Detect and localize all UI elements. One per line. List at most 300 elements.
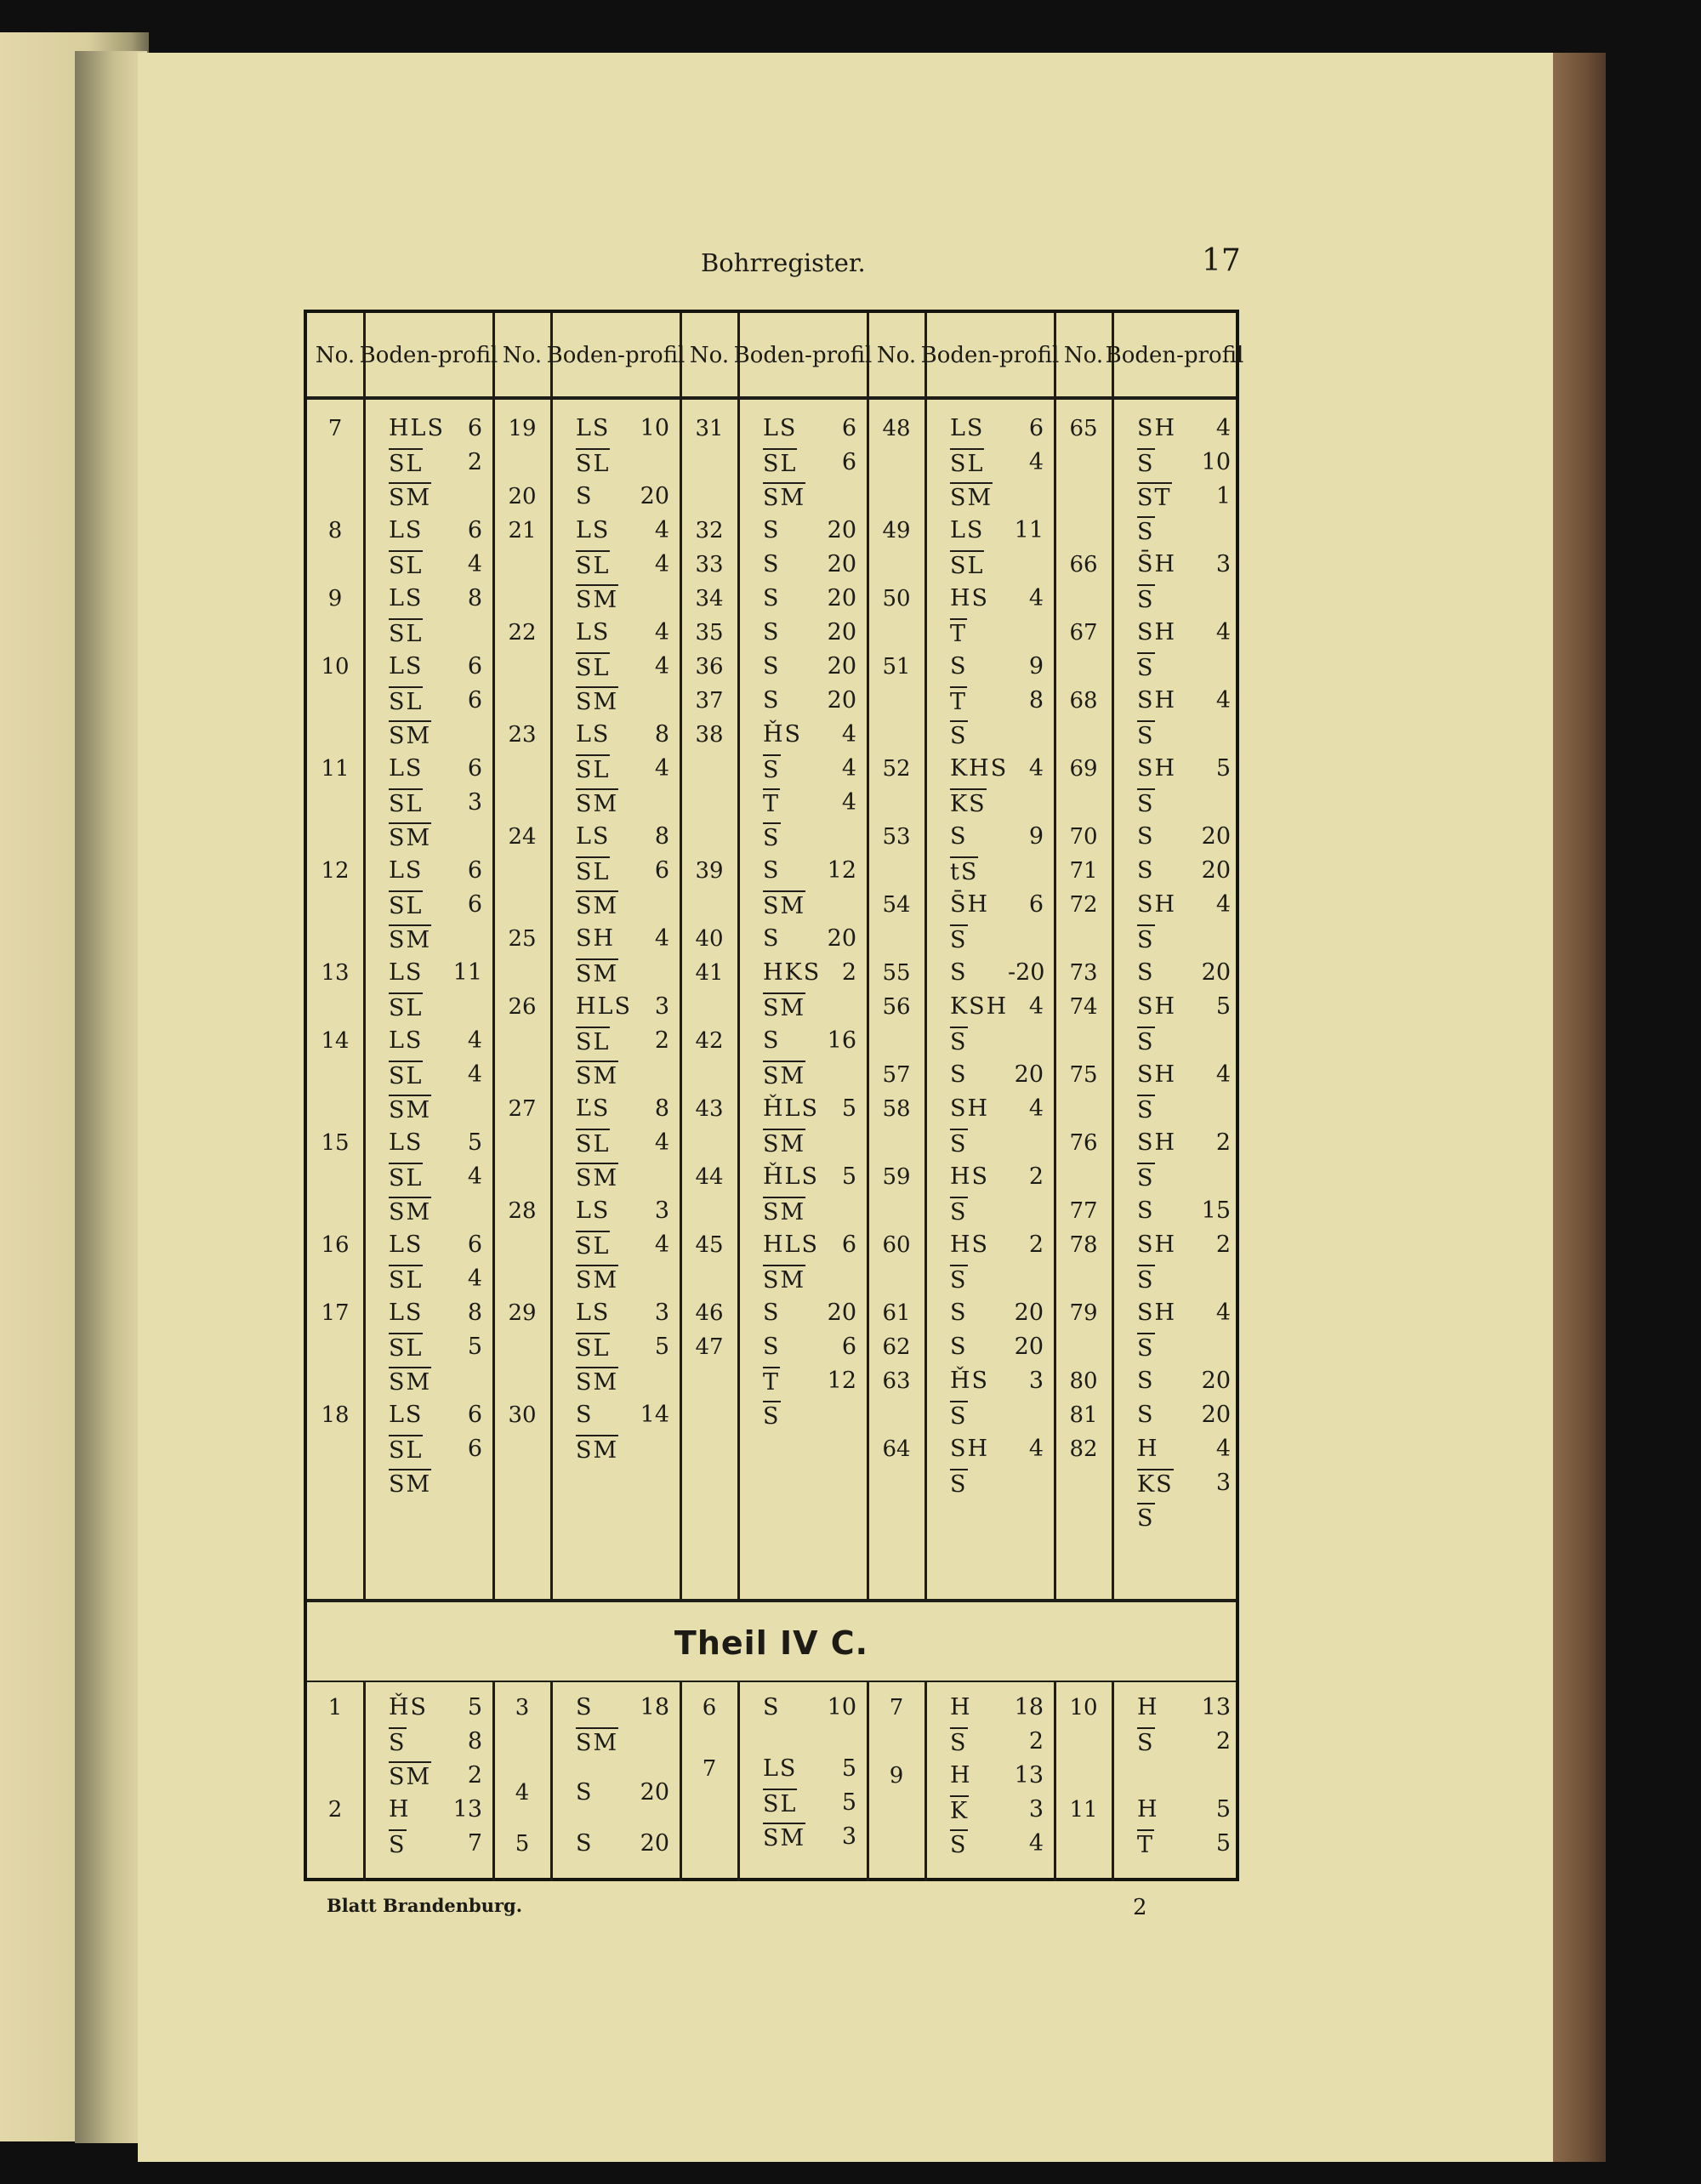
layer-thickness: 10	[1201, 449, 1231, 475]
entry-number: 5	[515, 1831, 530, 1857]
layer-thickness: 4	[1215, 891, 1231, 918]
entry-number: 31	[695, 416, 724, 441]
layer-thickness: 4	[467, 551, 482, 577]
layer-thickness: 20	[1014, 1300, 1044, 1326]
soil-code: SM	[763, 1197, 805, 1227]
soil-code: SH	[576, 925, 616, 952]
entry-number: 4	[515, 1780, 530, 1806]
soil-code: LS	[389, 517, 424, 543]
soil-code: T	[1137, 1829, 1154, 1860]
entry-number: 34	[695, 586, 724, 611]
entry-number: 36	[695, 654, 724, 680]
entry-number: 41	[695, 960, 724, 986]
soil-code: HKS	[763, 959, 822, 986]
soil-code: S	[1137, 1333, 1155, 1363]
soil-code: SM	[763, 890, 805, 921]
soil-code: S	[763, 1027, 781, 1054]
soil-code: SH	[1137, 891, 1177, 918]
soil-code: S	[1137, 1027, 1155, 1057]
soil-profile	[1113, 1691, 1241, 1759]
soil-code: SL	[763, 448, 797, 479]
soil-code: T	[950, 618, 967, 649]
soil-code: LS	[389, 959, 424, 986]
soil-code: SL	[389, 1435, 423, 1465]
profile-line	[552, 1827, 680, 1861]
soil-code: S	[950, 1829, 968, 1860]
soil-code: S	[576, 1402, 594, 1428]
layer-thickness: 5	[1215, 993, 1231, 1020]
soil-code: SH	[1137, 415, 1177, 441]
layer-thickness: 4	[1028, 585, 1044, 611]
soil-code: S	[1137, 1402, 1155, 1428]
soil-code: LS	[389, 1402, 424, 1428]
layer-thickness: 5	[841, 1755, 856, 1782]
entry-number: 79	[1069, 1300, 1098, 1326]
soil-code: H	[950, 1762, 972, 1789]
layer-thickness: 13	[1201, 1694, 1231, 1720]
layer-thickness: 3	[654, 993, 669, 1020]
entry-number: 77	[1069, 1198, 1098, 1224]
header-no: No.	[315, 343, 356, 368]
soil-code: S̄H	[1137, 551, 1177, 577]
layer-thickness: 2	[654, 1027, 669, 1054]
layer-thickness: 6	[467, 857, 482, 884]
entry-number: 67	[1069, 620, 1098, 646]
soil-code: S	[1137, 516, 1155, 547]
soil-code: S	[950, 1401, 968, 1431]
entry-number: 32	[695, 518, 724, 543]
profile-line	[739, 1786, 867, 1820]
soil-code: HS	[950, 1163, 990, 1190]
soil-code: SH	[1137, 1061, 1177, 1088]
entry-number: 21	[508, 518, 537, 543]
entry-number: 78	[1069, 1232, 1098, 1258]
soil-code: H	[1137, 1796, 1159, 1823]
soil-code: SL	[576, 1129, 610, 1159]
soil-code: S	[1137, 1197, 1155, 1224]
entry-number: 40	[695, 926, 724, 952]
layer-thickness: 9	[1028, 653, 1044, 680]
soil-code: SM	[950, 482, 993, 513]
soil-code: LS	[763, 1755, 798, 1782]
layer-thickness: 20	[1014, 1334, 1044, 1360]
entry-number: 30	[508, 1402, 537, 1428]
soil-code: S	[763, 585, 781, 611]
soil-code: SM	[763, 1061, 805, 1091]
soil-code: S	[1137, 1503, 1155, 1533]
profile-line	[365, 1691, 492, 1725]
soil-code: SM	[389, 1197, 431, 1227]
entry-number: 7	[327, 416, 343, 441]
layer-thickness: 20	[827, 925, 856, 952]
layer-thickness: 4	[841, 755, 856, 782]
soil-code: SM	[576, 1163, 618, 1193]
layer-thickness: 5	[841, 1163, 856, 1190]
layer-thickness: 3	[467, 789, 482, 816]
layer-thickness: 12	[827, 857, 856, 884]
soil-code: LS	[576, 823, 611, 850]
soil-code: LS	[576, 619, 611, 646]
layer-thickness: 4	[1028, 1830, 1044, 1857]
layer-thickness: 8	[654, 1095, 669, 1122]
soil-code: SL	[389, 1061, 423, 1091]
header-profile-line1: Boden-	[546, 343, 625, 368]
entry-number: 22	[508, 620, 537, 646]
layer-thickness: 4	[841, 721, 856, 748]
layer-thickness: 20	[640, 483, 669, 509]
soil-code: S	[763, 822, 781, 853]
footer-signature-mark: 2	[1133, 1895, 1147, 1920]
soil-code: SH	[1137, 993, 1177, 1020]
soil-code: HLS	[389, 415, 445, 441]
book-gutter	[75, 51, 147, 2143]
soil-code: KS	[950, 788, 987, 819]
layer-thickness: 5	[1215, 755, 1231, 782]
page-number: 17	[1202, 243, 1241, 278]
profile-line	[365, 1759, 492, 1793]
layer-thickness: 3	[654, 1300, 669, 1326]
soil-code: S	[1137, 857, 1155, 884]
layer-thickness: 10	[640, 415, 669, 441]
soil-code: S	[576, 483, 594, 509]
profile-line	[926, 1691, 1054, 1725]
soil-code: SL	[389, 992, 423, 1023]
profile-line	[926, 1759, 1054, 1793]
layer-thickness: 10	[827, 1694, 856, 1720]
entry-number: 23	[508, 722, 537, 748]
layer-thickness: 4	[1215, 415, 1231, 441]
soil-code: S	[1137, 720, 1155, 751]
soil-code: K	[950, 1795, 969, 1826]
soil-code: S	[950, 924, 968, 955]
layer-thickness: 8	[1028, 687, 1044, 714]
layer-thickness: 20	[827, 619, 856, 646]
soil-code: LS	[389, 1027, 424, 1054]
soil-code: S	[1137, 1368, 1155, 1394]
entry-number: 29	[508, 1300, 537, 1326]
layer-thickness: 3	[1215, 551, 1231, 577]
soil-code: SM	[576, 788, 618, 819]
soil-code: SM	[763, 1129, 805, 1159]
layer-thickness: 4	[1028, 1436, 1044, 1462]
soil-code: S	[1137, 584, 1155, 615]
soil-code: SM	[576, 890, 618, 921]
soil-code: LS	[576, 415, 611, 441]
entry-number: 38	[695, 722, 724, 748]
layer-thickness: 2	[1215, 1728, 1231, 1755]
layer-thickness: 2	[467, 449, 482, 475]
layer-thickness: 16	[827, 1027, 856, 1054]
layer-thickness: 20	[1201, 1368, 1231, 1394]
part-iv-c-column	[307, 313, 492, 1881]
part-iv-c-column	[681, 313, 867, 1881]
entry-number: 9	[889, 1763, 904, 1789]
soil-code: S	[950, 823, 968, 850]
entry-number: 63	[882, 1368, 911, 1394]
layer-thickness: 8	[654, 721, 669, 748]
layer-thickness: 3	[1215, 1470, 1231, 1496]
soil-code: SL	[576, 652, 610, 683]
entry-number: 58	[882, 1096, 911, 1122]
part-iv-c-column	[494, 313, 680, 1881]
entry-number: 24	[508, 824, 537, 850]
soil-code: T	[763, 1367, 780, 1397]
soil-code: SH	[1137, 619, 1177, 646]
entry-number: 7	[889, 1695, 904, 1720]
entry-number: 3	[515, 1695, 530, 1720]
soil-code: S	[950, 1300, 968, 1326]
layer-thickness: 20	[1201, 823, 1231, 850]
entry-number: 8	[327, 518, 343, 543]
layer-thickness: 5	[841, 1789, 856, 1816]
entry-number: 33	[695, 552, 724, 577]
soil-code: LS	[389, 1300, 424, 1326]
soil-code: HS	[950, 1231, 990, 1258]
entry-number: 65	[1069, 416, 1098, 441]
soil-code: S	[763, 619, 781, 646]
entry-number: 76	[1069, 1130, 1098, 1156]
soil-code: LS	[389, 585, 424, 611]
soil-profile	[552, 1691, 680, 1759]
entry-number: 75	[1069, 1062, 1098, 1088]
layer-thickness: 6	[841, 449, 856, 475]
entry-number: 14	[321, 1028, 350, 1054]
layer-thickness: 6	[467, 1436, 482, 1462]
layer-thickness: 8	[654, 823, 669, 850]
layer-thickness: 20	[827, 687, 856, 714]
soil-code: S	[950, 1129, 968, 1159]
layer-thickness: 20	[1014, 1061, 1044, 1088]
layer-thickness: 3	[654, 1197, 669, 1224]
entry-number: 47	[695, 1334, 724, 1360]
layer-thickness: 3	[841, 1823, 856, 1850]
layer-thickness: 6	[1028, 891, 1044, 918]
entry-number: 55	[882, 960, 911, 986]
layer-thickness: 6	[467, 1231, 482, 1258]
header-profile-line1: Boden-	[920, 343, 999, 368]
entry-number: 17	[321, 1300, 350, 1326]
soil-code: LS	[950, 415, 985, 441]
soil-code: LS	[576, 517, 611, 543]
soil-code: SL	[576, 1027, 610, 1057]
layer-thickness: 4	[467, 1061, 482, 1088]
layer-thickness: 4	[1028, 1095, 1044, 1122]
section-title: Theil IV C.	[674, 1624, 869, 1662]
entry-number: 11	[1069, 1797, 1098, 1823]
layer-thickness: 4	[654, 1129, 669, 1156]
layer-thickness: 2	[841, 959, 856, 986]
soil-code: SM	[389, 924, 431, 955]
soil-code: S	[950, 1197, 968, 1227]
soil-code: S	[763, 653, 781, 680]
profile-line	[926, 1793, 1054, 1827]
soil-code: SL	[576, 1333, 610, 1363]
layer-thickness: 8	[467, 1728, 482, 1755]
header-profile-line2: profil	[998, 343, 1060, 368]
soil-code: S	[950, 1469, 968, 1499]
soil-code: SM	[576, 1367, 618, 1397]
soil-code: ȞS	[950, 1368, 990, 1394]
book-page-edges	[1553, 53, 1606, 2162]
entry-number: 27	[508, 1096, 537, 1122]
soil-code: LS	[576, 1300, 611, 1326]
header-profile-line1: Boden-	[1105, 343, 1184, 368]
soil-code: S	[1137, 1727, 1155, 1758]
soil-code: HLS	[763, 1231, 819, 1258]
layer-thickness: 2	[1215, 1231, 1231, 1258]
soil-code: SL	[389, 1333, 423, 1363]
layer-thickness: 4	[654, 619, 669, 646]
soil-code: SM	[576, 584, 618, 615]
soil-code: S	[1137, 1265, 1155, 1295]
soil-code: ȞLS	[763, 1163, 819, 1190]
profile-line	[926, 1725, 1054, 1759]
soil-code: SM	[389, 1095, 431, 1125]
soil-code: SM	[389, 482, 431, 513]
soil-code: LS	[576, 1197, 611, 1224]
layer-thickness: 18	[640, 1694, 669, 1720]
layer-thickness: 9	[1028, 823, 1044, 850]
header-profile-line2: profil	[811, 343, 873, 368]
layer-thickness: 6	[467, 517, 482, 543]
soil-code: S	[950, 720, 968, 751]
header-profile-line1: Boden-	[359, 343, 438, 368]
layer-thickness: 6	[467, 891, 482, 918]
soil-code: S	[1137, 924, 1155, 955]
soil-code: tS	[950, 856, 978, 887]
soil-code: SM	[576, 958, 618, 989]
soil-code: KHS	[950, 755, 1009, 782]
footer-sheet-name: Blatt Brandenburg.	[327, 1895, 523, 1916]
soil-code: LS	[950, 517, 985, 543]
soil-code: LS	[389, 857, 424, 884]
soil-code: S	[1137, 652, 1155, 683]
soil-code: S	[763, 1694, 781, 1720]
header-profile-line2: profil	[437, 343, 498, 368]
soil-profile	[365, 1793, 492, 1861]
header-no: No.	[689, 343, 730, 368]
layer-thickness: 4	[1215, 1061, 1231, 1088]
layer-thickness: 2	[1028, 1163, 1044, 1190]
layer-thickness: 4	[654, 1231, 669, 1258]
layer-thickness: 7	[467, 1830, 482, 1857]
layer-thickness: -20	[1008, 959, 1045, 986]
soil-code: SM	[389, 1469, 431, 1499]
layer-thickness: 14	[640, 1402, 669, 1428]
soil-code: SL	[763, 1789, 797, 1819]
layer-thickness: 6	[467, 755, 482, 782]
layer-thickness: 6	[654, 857, 669, 884]
soil-code: SM	[576, 1727, 618, 1758]
soil-code: LS	[389, 1231, 424, 1258]
layer-thickness: 15	[1201, 1197, 1231, 1224]
soil-code: T	[950, 686, 967, 717]
soil-code: S	[950, 653, 968, 680]
layer-thickness: 4	[1028, 449, 1044, 475]
soil-code: SL	[950, 448, 984, 479]
soil-code: SH	[1137, 687, 1177, 714]
soil-code: ȞS	[389, 1694, 429, 1720]
soil-profile	[926, 1759, 1054, 1861]
soil-code: SL	[389, 1265, 423, 1295]
soil-code: SM	[576, 1061, 618, 1091]
soil-code: T	[763, 788, 780, 819]
soil-code: LS	[763, 415, 798, 441]
soil-code: S	[1137, 448, 1155, 479]
soil-code: SL	[576, 1231, 610, 1261]
layer-thickness: 6	[467, 687, 482, 714]
soil-code: S	[950, 1061, 968, 1088]
entry-number: 60	[882, 1232, 911, 1258]
borehole-register-table	[304, 310, 1244, 1881]
layer-thickness: 4	[1028, 993, 1044, 1020]
layer-thickness: 6	[841, 1334, 856, 1360]
soil-code: SM	[763, 482, 805, 513]
soil-code: S	[763, 857, 781, 884]
soil-code: SL	[576, 754, 610, 785]
entry-number: 61	[882, 1300, 911, 1326]
soil-code: SL	[389, 448, 423, 479]
layer-thickness: 3	[1028, 1796, 1044, 1823]
layer-thickness: 4	[654, 653, 669, 680]
entry-number: 18	[321, 1402, 350, 1428]
layer-thickness: 20	[1201, 1402, 1231, 1428]
soil-code: S	[950, 1727, 968, 1758]
entry-number: 42	[695, 1028, 724, 1054]
entry-number: 45	[695, 1232, 724, 1258]
header-no: No.	[502, 343, 543, 368]
layer-thickness: 6	[841, 1231, 856, 1258]
soil-code: SL	[389, 890, 423, 921]
profile-line	[365, 1827, 492, 1861]
soil-code: SL	[576, 448, 610, 479]
layer-thickness: 20	[1201, 857, 1231, 884]
entry-number: 44	[695, 1164, 724, 1190]
layer-thickness: 5	[467, 1334, 482, 1360]
entry-number: 7	[702, 1756, 717, 1782]
profile-line	[739, 1820, 867, 1854]
layer-thickness: 6	[841, 415, 856, 441]
layer-thickness: 6	[1028, 415, 1044, 441]
soil-code: LS	[389, 1129, 424, 1156]
entry-number: 48	[882, 416, 911, 441]
entry-number: 56	[882, 994, 911, 1020]
soil-code: H	[389, 1796, 411, 1823]
entry-number: 69	[1069, 756, 1098, 782]
layer-thickness: 20	[827, 585, 856, 611]
entry-number: 13	[321, 960, 350, 986]
layer-thickness: 4	[654, 925, 669, 952]
entry-number: 81	[1069, 1402, 1098, 1428]
layer-thickness: 2	[1028, 1728, 1044, 1755]
layer-thickness: 2	[467, 1762, 482, 1789]
layer-thickness: 5	[467, 1694, 482, 1720]
soil-code: S	[763, 1300, 781, 1326]
profile-line	[739, 1691, 867, 1725]
layer-thickness: 20	[640, 1779, 669, 1806]
entry-number: 19	[508, 416, 537, 441]
soil-code: S	[763, 517, 781, 543]
soil-code: S	[1137, 823, 1155, 850]
layer-thickness: 20	[827, 1300, 856, 1326]
layer-thickness: 13	[1014, 1762, 1044, 1789]
entry-number: 53	[882, 824, 911, 850]
entry-number: 10	[321, 654, 350, 680]
entry-number: 80	[1069, 1368, 1098, 1394]
entry-number: 50	[882, 586, 911, 611]
soil-code: LS	[576, 721, 611, 748]
layer-thickness: 6	[467, 415, 482, 441]
